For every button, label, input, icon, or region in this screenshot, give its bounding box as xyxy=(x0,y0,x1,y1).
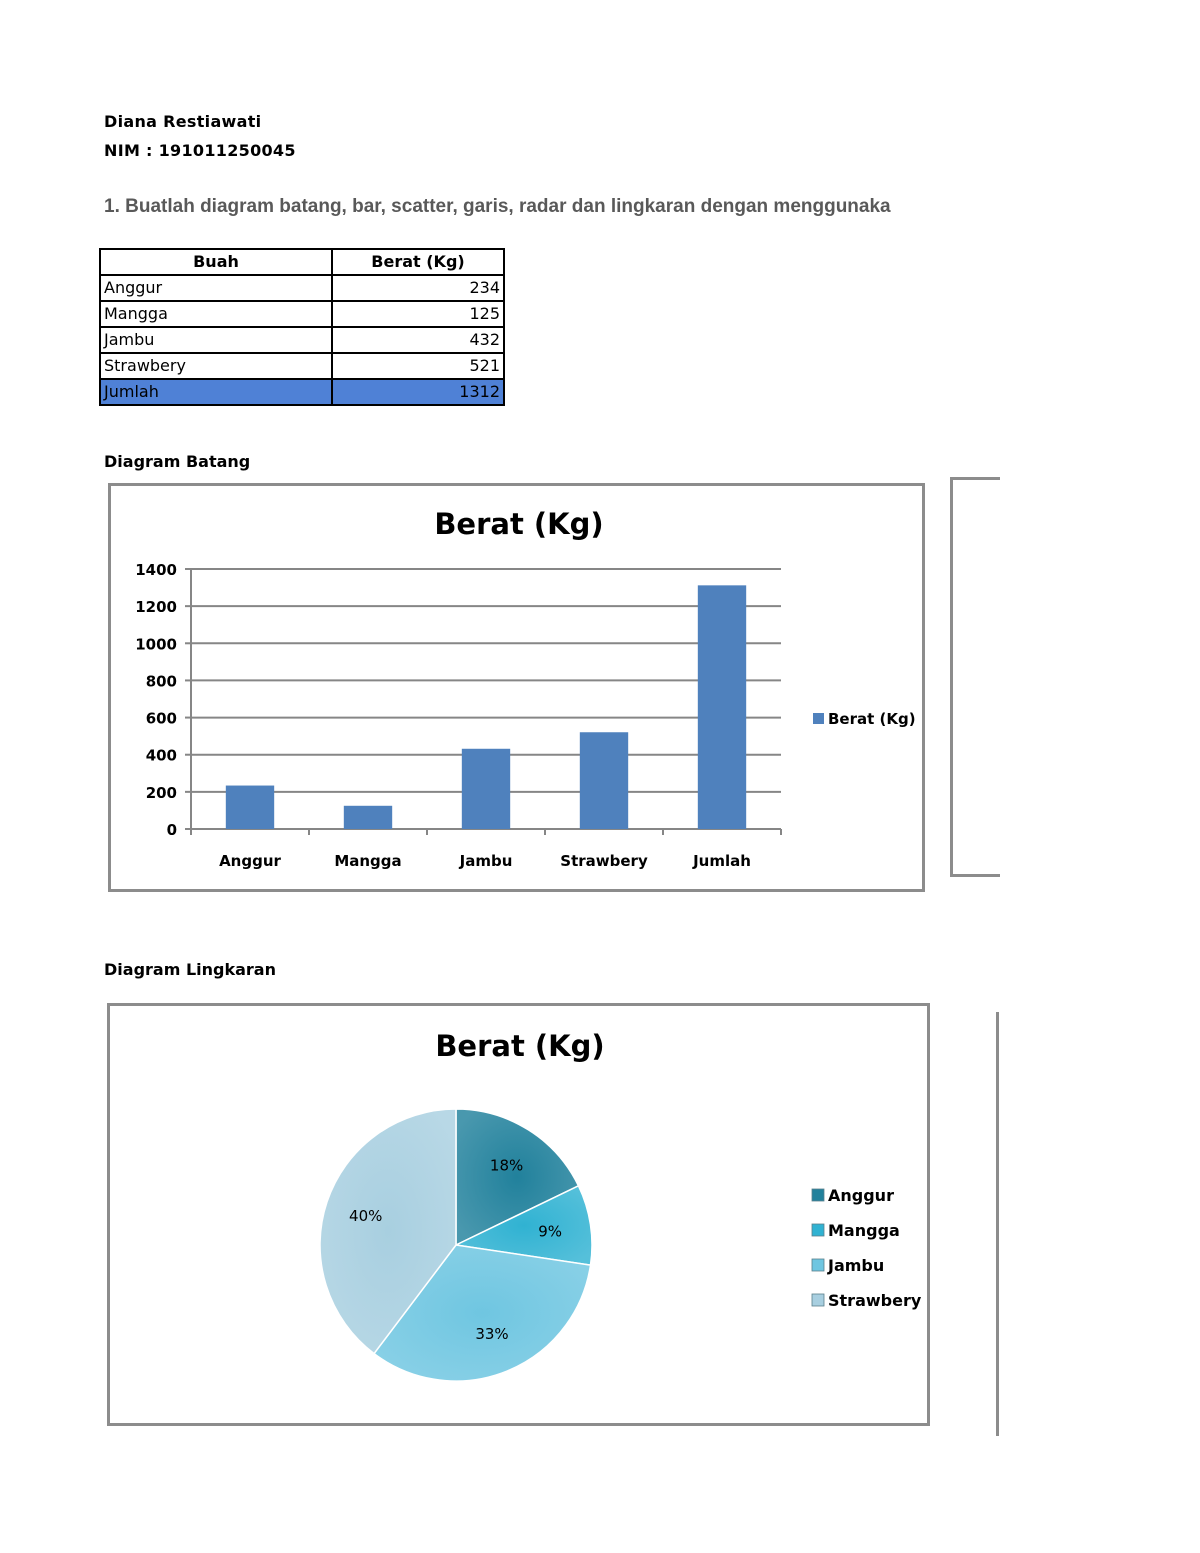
table-row xyxy=(100,301,504,327)
legend-swatch xyxy=(812,1294,824,1306)
author-name: Diana Restiawati xyxy=(104,112,262,131)
table-cell-value: 1312 xyxy=(332,379,504,405)
table-header-buah: Buah xyxy=(100,249,332,275)
pie-chart xyxy=(110,1006,927,1423)
legend-label: Mangga xyxy=(828,1221,900,1240)
legend-label: Jambu xyxy=(828,1256,885,1275)
x-tick-label: Jumlah xyxy=(693,852,751,870)
legend-swatch xyxy=(812,1224,824,1236)
table-cell-value: 432 xyxy=(332,327,504,353)
y-tick-label: 1000 xyxy=(135,635,177,654)
y-tick-label: 200 xyxy=(145,783,177,802)
table-cell-label: Mangga xyxy=(100,301,332,327)
y-tick-label: 600 xyxy=(145,709,177,728)
cropped-chart-edge xyxy=(996,1012,999,1436)
legend-label: Anggur xyxy=(828,1186,894,1205)
table-cell-label: Jumlah xyxy=(100,379,332,405)
data-table xyxy=(99,248,505,406)
bar-strawbery xyxy=(580,732,628,829)
table-cell-value: 125 xyxy=(332,301,504,327)
pie-chart-frame xyxy=(107,1003,930,1426)
pie-data-label: 40% xyxy=(349,1206,383,1225)
bar-jumlah xyxy=(698,585,746,829)
table-row-total xyxy=(100,379,504,405)
question-text: 1. Buatlah diagram batang, bar, scatter, garis, radar dan lingkaran dengan menggunaka xyxy=(104,196,891,217)
bar-section-label: Diagram Batang xyxy=(104,452,251,471)
legend-label: Berat (Kg) xyxy=(828,710,916,728)
y-tick-label: 1400 xyxy=(135,561,177,579)
y-tick-label: 800 xyxy=(145,672,177,691)
bar-anggur xyxy=(226,786,274,829)
table-header-berat: Berat (Kg) xyxy=(332,249,504,275)
table-cell-label: Jambu xyxy=(100,327,332,353)
table-header-row xyxy=(100,249,504,275)
y-tick-label: 400 xyxy=(145,746,177,765)
cropped-chart-frame xyxy=(950,477,1000,877)
legend-swatch xyxy=(813,713,824,724)
x-tick-label: Strawbery xyxy=(560,852,648,870)
x-tick-label: Anggur xyxy=(219,852,281,870)
bar-chart-frame xyxy=(108,483,925,892)
bar-chart-title: Berat (Kg) xyxy=(434,507,604,541)
x-tick-label: Mangga xyxy=(334,852,402,870)
table-row xyxy=(100,327,504,353)
pie-chart-title: Berat (Kg) xyxy=(435,1029,605,1063)
pie-data-label: 33% xyxy=(475,1325,509,1344)
table-cell-value: 521 xyxy=(332,353,504,379)
table-cell-label: Anggur xyxy=(100,275,332,301)
y-tick-label: 1200 xyxy=(135,598,177,617)
pie-data-label: 18% xyxy=(489,1156,524,1175)
student-id: NIM : 191011250045 xyxy=(104,141,296,160)
legend-label: Strawbery xyxy=(828,1291,922,1310)
bar-mangga xyxy=(344,806,392,829)
pie-data-label: 9% xyxy=(538,1222,563,1241)
table-cell-value: 234 xyxy=(332,275,504,301)
x-tick-label: Jambu xyxy=(459,852,513,870)
bar-chart xyxy=(111,486,922,889)
y-tick-label: 0 xyxy=(166,821,177,839)
legend-swatch xyxy=(812,1189,824,1201)
bar-jambu xyxy=(462,749,510,829)
legend-swatch xyxy=(812,1259,824,1271)
pie-section-label: Diagram Lingkaran xyxy=(104,960,276,979)
table-cell-label: Strawbery xyxy=(100,353,332,379)
table-row xyxy=(100,353,504,379)
table-row xyxy=(100,275,504,301)
